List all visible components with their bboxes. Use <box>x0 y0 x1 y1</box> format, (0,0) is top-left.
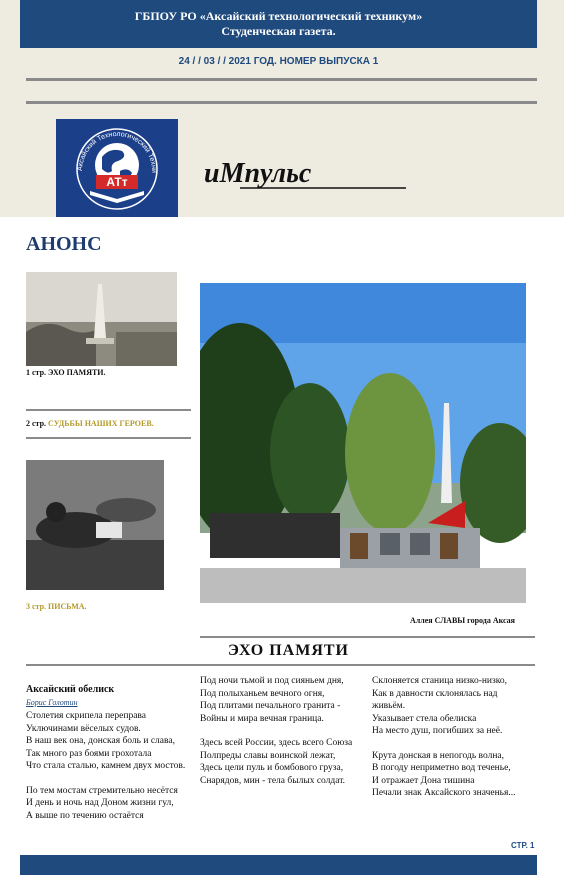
section-title: ЭХО ПАМЯТИ <box>228 642 349 659</box>
divider <box>26 78 537 81</box>
divider <box>26 101 537 104</box>
poem-author[interactable]: Борис Голотин <box>26 698 78 707</box>
anons-item-2[interactable]: 2 стр. СУДЬБЫ НАШИХ ГЕРОЕВ. <box>26 419 154 428</box>
issue-dateline: 24 / / 03 / / 2021 ГОД. НОМЕР ВЫПУСКА 1 <box>178 56 379 67</box>
school-name: ГБПОУ РО «Аксайский технологический техникум» <box>134 9 423 23</box>
college-logo <box>56 119 178 217</box>
anons-heading: АНОНС <box>26 233 102 255</box>
divider <box>200 636 535 638</box>
svg-text:иМпульс: иМпульс <box>204 158 312 189</box>
school-header <box>20 0 537 48</box>
divider <box>26 664 535 666</box>
alley-of-glory-photo <box>200 283 526 603</box>
soldiers-photo <box>26 460 164 590</box>
paper-subtitle: Студенческая газета. <box>221 24 336 38</box>
page-number: СТР. 1 <box>511 841 535 850</box>
poem-column-1: Столетия скрипела переправа Уключинами вёселых судов. В наш век она, донская боль и слава, Так много раз боями грохотала Что стала сталью, камнем двух мостов. По тем мостам стремительно несётся И день и ночь над Доном жизни гул, А выше по течению остаётся <box>26 711 186 821</box>
poem-column-2: Под ночи тьмой и под сияньем дня, Под полыханьем вечного огня, Под плитами печального гранита - Войны и мира вечная граница. Здесь всей России, здесь всего Союза Полпреды славы воинской лежат, Здесь цели пуль и бомбового груза, Снарядов, мин - тела былых солдат. <box>200 676 353 786</box>
divider <box>26 437 191 439</box>
svg-text:АТт: АТт <box>106 175 128 189</box>
anons-item-1[interactable]: 1 стр. ЭХО ПАМЯТИ. <box>26 368 106 377</box>
footer-bar <box>20 855 537 875</box>
poem-column-3: Склоняется станица низко-низко, Как в давности склонялась над живьём. Указывает стела обелиска На место душ, погибших за неё. Крута донская в непогодь волна, В погоду неприметно вод теченье, И отражает Дона тишина Печали знак Аксайского значенья... <box>372 676 516 798</box>
svg-text:Аксайский Технологический Техн: Аксайский Технологический Техни <box>76 130 158 173</box>
anons-item-3[interactable]: 3 стр. ПИСЬМА. <box>26 602 87 611</box>
divider <box>26 409 191 411</box>
obelisk-thumbnail <box>26 272 177 366</box>
poem-title: Аксайский обелиск <box>26 684 115 695</box>
newspaper-title <box>200 148 410 194</box>
photo-caption: Аллея СЛАВЫ города Аксая <box>410 616 516 625</box>
